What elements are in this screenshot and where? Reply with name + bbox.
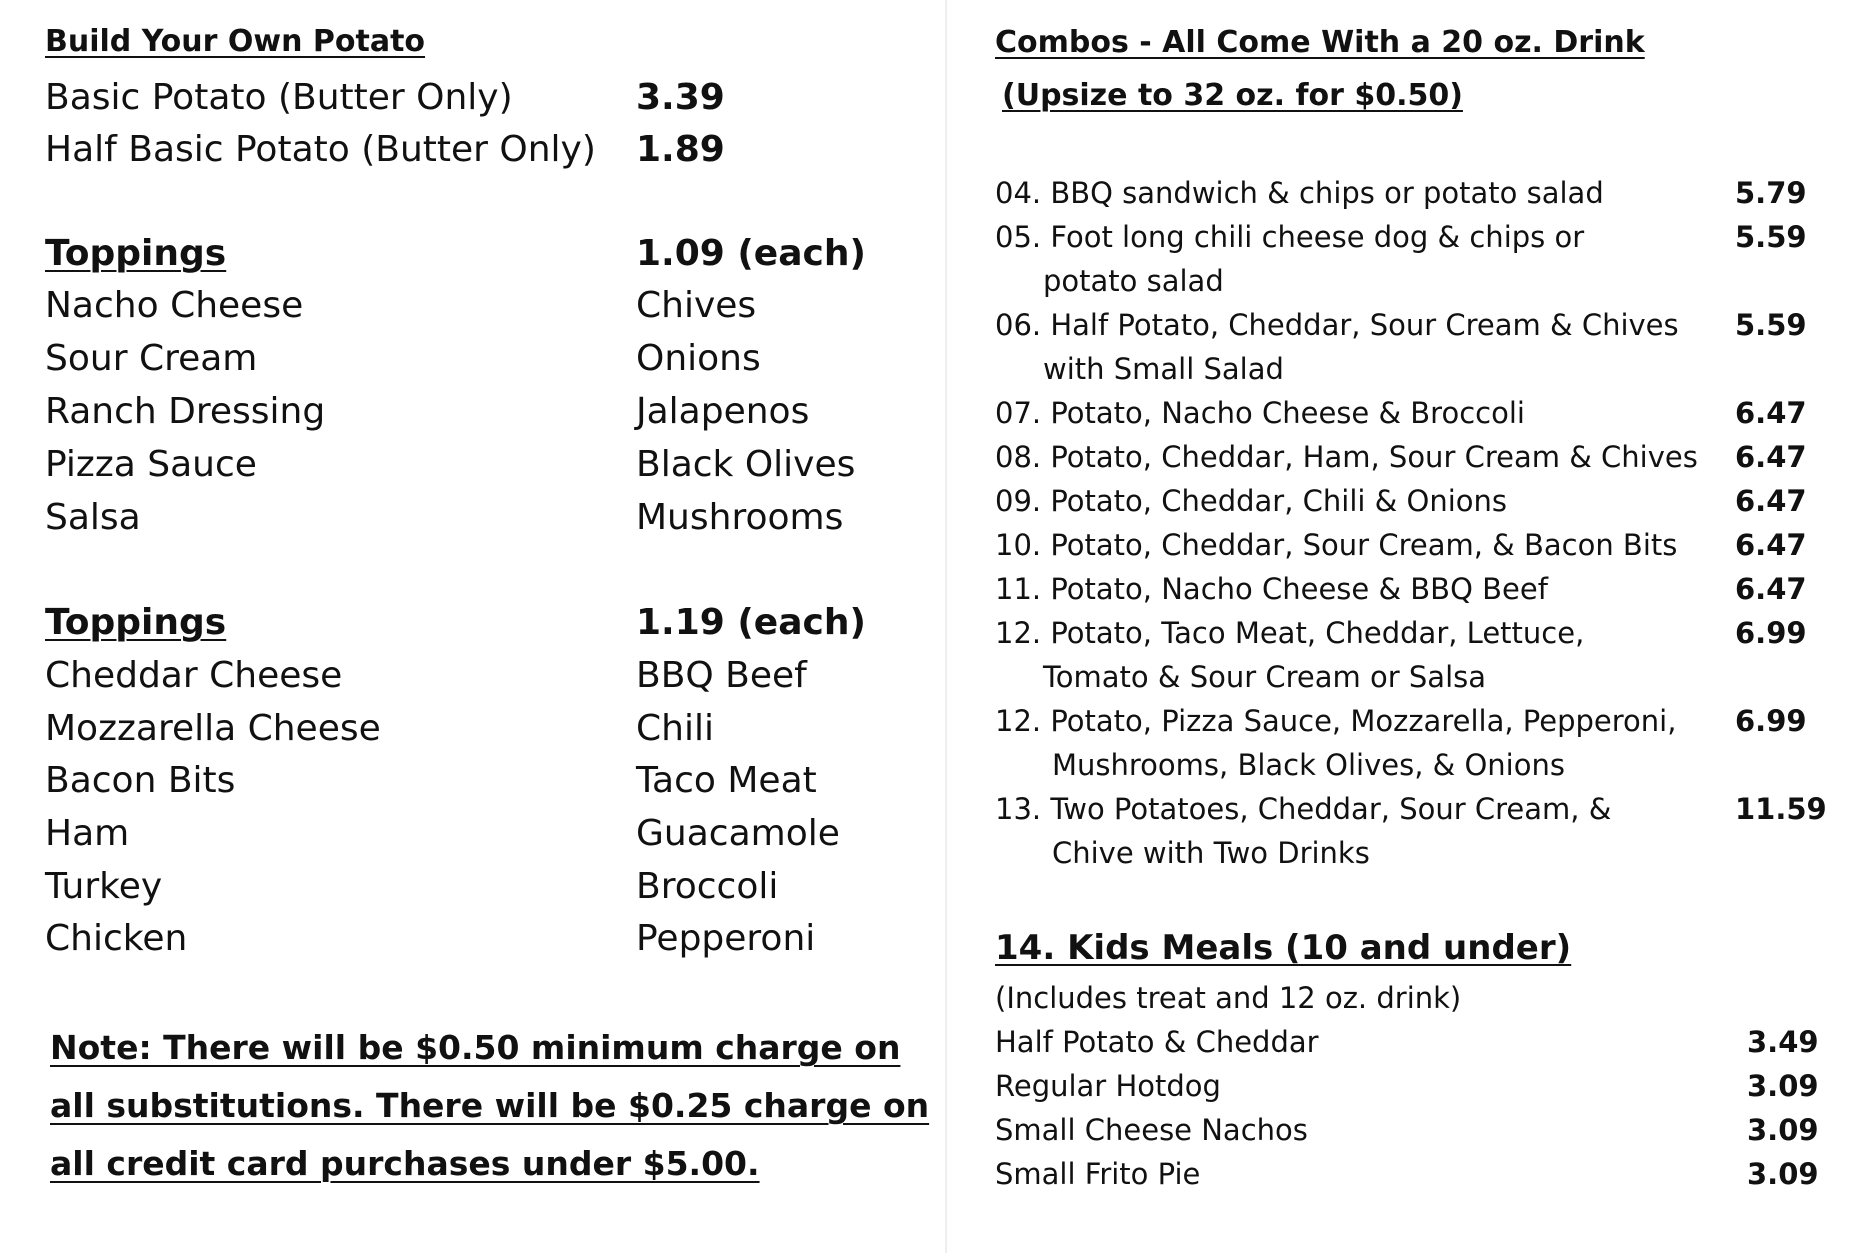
topping-item: Salsa [45, 497, 141, 538]
combo-item-text-cont: with Small Salad [1043, 352, 1284, 386]
toppings-heading: Toppings [45, 233, 227, 274]
topping-item: Broccoli [636, 866, 779, 907]
topping-item: Sour Cream [45, 338, 258, 379]
combo-item-text: 04. BBQ sandwich & chips or potato salad [995, 176, 1604, 210]
toppings-price: 1.19 (each) [636, 602, 866, 643]
menu-item-price: 3.39 [636, 77, 725, 118]
topping-item: Ranch Dressing [45, 391, 326, 432]
topping-item: Chicken [45, 918, 188, 959]
combo-item-price: 6.47 [1735, 572, 1807, 606]
topping-item: Mushrooms [636, 497, 844, 538]
topping-item: Turkey [45, 866, 163, 907]
combo-item-text: 12. Potato, Taco Meat, Cheddar, Lettuce, [995, 616, 1585, 650]
topping-item: Mozzarella Cheese [45, 708, 381, 749]
combos-heading: Combos - All Come With a 20 oz. Drink [995, 25, 1645, 60]
combo-item-text: 08. Potato, Cheddar, Ham, Sour Cream & Chives [995, 440, 1698, 474]
topping-item: Jalapenos [636, 391, 810, 432]
kids-item-name: Small Cheese Nachos [995, 1113, 1308, 1147]
topping-item: Pizza Sauce [45, 444, 257, 485]
combo-item-text: 07. Potato, Nacho Cheese & Broccoli [995, 396, 1525, 430]
topping-item: Nacho Cheese [45, 285, 304, 326]
combo-item-text-cont: Tomato & Sour Cream or Salsa [1043, 660, 1487, 694]
toppings-price: 1.09 (each) [636, 233, 866, 274]
topping-item: Onions [636, 338, 761, 379]
topping-item: Guacamole [636, 813, 840, 854]
combo-item-price: 11.59 [1735, 792, 1827, 826]
combo-item-text: 13. Two Potatoes, Cheddar, Sour Cream, & [995, 792, 1612, 826]
topping-item: BBQ Beef [636, 655, 807, 696]
topping-item: Ham [45, 813, 130, 854]
note-line: Note: There will be $0.50 minimum charge on [50, 1028, 901, 1067]
topping-item: Taco Meat [636, 760, 817, 801]
menu-item-name: Basic Potato (Butter Only) [45, 77, 513, 118]
combo-item-text-cont: Chive with Two Drinks [1052, 836, 1370, 870]
kids-item-name: Regular Hotdog [995, 1069, 1221, 1103]
combo-item-text-cont: potato salad [1043, 264, 1224, 298]
combo-item-price: 5.59 [1735, 220, 1807, 254]
kids-meals-subheading: (Includes treat and 12 oz. drink) [995, 981, 1462, 1015]
topping-item: Chives [636, 285, 757, 326]
toppings-heading: Toppings [45, 602, 227, 643]
note-line: all substitutions. There will be $0.25 charge on [50, 1086, 930, 1125]
menu-item-name: Half Basic Potato (Butter Only) [45, 129, 596, 170]
combo-item-price: 6.99 [1735, 616, 1807, 650]
combo-item-price: 5.79 [1735, 176, 1807, 210]
topping-item: Chili [636, 708, 714, 749]
topping-item: Bacon Bits [45, 760, 236, 801]
kids-item-name: Half Potato & Cheddar [995, 1025, 1319, 1059]
topping-item: Black Olives [636, 444, 856, 485]
combo-item-text: 12. Potato, Pizza Sauce, Mozzarella, Pepperoni, [995, 704, 1677, 738]
kids-item-price: 3.09 [1747, 1069, 1819, 1103]
combo-item-price: 5.59 [1735, 308, 1807, 342]
combo-item-price: 6.47 [1735, 528, 1807, 562]
topping-item: Cheddar Cheese [45, 655, 343, 696]
combos-subheading: (Upsize to 32 oz. for $0.50) [1002, 78, 1463, 113]
build-your-own-heading: Build Your Own Potato [45, 24, 426, 59]
kids-meals-heading: 14. Kids Meals (10 and under) [995, 928, 1572, 968]
right-column [947, 0, 1851, 1253]
note-line: all credit card purchases under $5.00. [50, 1144, 760, 1183]
combo-item-price: 6.47 [1735, 396, 1807, 430]
combo-item-text: 11. Potato, Nacho Cheese & BBQ Beef [995, 572, 1548, 606]
combo-item-price: 6.99 [1735, 704, 1807, 738]
combo-item-text-cont: Mushrooms, Black Olives, & Onions [1052, 748, 1565, 782]
combo-item-price: 6.47 [1735, 440, 1807, 474]
kids-item-price: 3.49 [1747, 1025, 1819, 1059]
topping-item: Pepperoni [636, 918, 816, 959]
kids-item-price: 3.09 [1747, 1113, 1819, 1147]
menu-item-price: 1.89 [636, 129, 725, 170]
combo-item-text: 09. Potato, Cheddar, Chili & Onions [995, 484, 1507, 518]
combo-item-text: 05. Foot long chili cheese dog & chips or [995, 220, 1585, 254]
combo-item-price: 6.47 [1735, 484, 1807, 518]
kids-item-price: 3.09 [1747, 1157, 1819, 1191]
combo-item-text: 06. Half Potato, Cheddar, Sour Cream & Chives [995, 308, 1679, 342]
kids-item-name: Small Frito Pie [995, 1157, 1201, 1191]
combo-item-text: 10. Potato, Cheddar, Sour Cream, & Bacon Bits [995, 528, 1678, 562]
